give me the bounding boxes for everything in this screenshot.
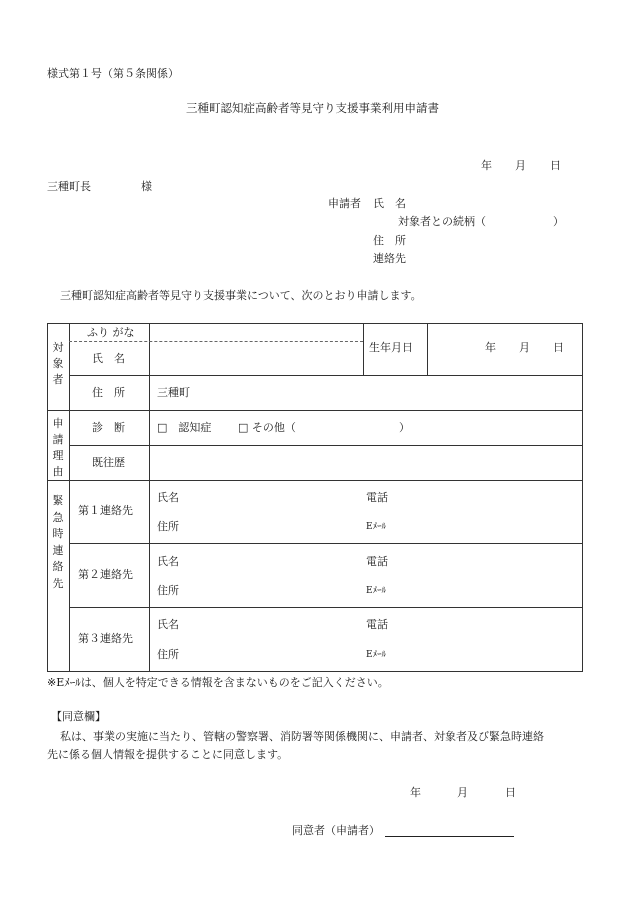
signature-line[interactable] — [385, 836, 514, 837]
applicant-relation-close: ） — [553, 215, 564, 228]
applicant-label: 申請者 — [328, 197, 361, 210]
contact-1-label: 第１連絡先 — [78, 504, 133, 517]
contact-2-email[interactable]: Eﾒｰﾙ — [366, 586, 387, 596]
history-label: 既往歴 — [92, 456, 125, 469]
option-dementia-checkbox[interactable]: □ 認知症 — [157, 421, 212, 434]
section-emergency: 緊 急 時 連 絡 先 — [52, 494, 64, 590]
page-title: 三種町認知症高齢者等見守り支援事業利用申請書 — [186, 101, 439, 115]
consent-day: 日 — [505, 786, 516, 799]
contact-2-phone[interactable]: 電話 — [366, 555, 388, 568]
subject-address-value[interactable]: 三種町 — [157, 386, 190, 399]
consent-text-line2: 先に係る個人情報を提供することに同意します。 — [47, 748, 289, 761]
furigana-label: ふり がな — [87, 326, 135, 339]
date-day: 日 — [550, 159, 561, 172]
option-other-close: ） — [399, 421, 410, 434]
contact-2-name[interactable]: 氏名 — [157, 555, 179, 568]
addressee-honorific: 様 — [141, 180, 152, 193]
contact-3-address[interactable]: 住所 — [157, 648, 179, 661]
birth-year: 年 — [485, 341, 496, 354]
consent-month: 月 — [457, 786, 468, 799]
date-month: 月 — [515, 159, 526, 172]
birth-day: 日 — [553, 341, 564, 354]
option-other-checkbox[interactable]: □ その他（ — [238, 421, 296, 434]
consent-text-line1: 私は、事業の実施に当たり、管轄の警察署、消防署等関係機関に、申請者、対象者及び緊急時連絡 — [60, 730, 544, 743]
consent-year: 年 — [410, 786, 421, 799]
email-note: ※Eﾒｰﾙは、個人を特定できる情報を含まないものをご記入ください。 — [47, 676, 389, 689]
date-year: 年 — [481, 159, 492, 172]
signer-label: 同意者（申請者） — [292, 824, 380, 837]
form-number: 様式第１号（第５条関係） — [47, 67, 179, 80]
applicant-relation-label: 対象者との続柄（ — [398, 215, 486, 228]
subject-address-label: 住 所 — [92, 386, 125, 399]
applicant-address-label: 住 所 — [373, 234, 406, 247]
furigana-field[interactable] — [151, 325, 361, 340]
contact-3-phone[interactable]: 電話 — [366, 618, 388, 631]
contact-3-label: 第３連絡先 — [78, 632, 133, 645]
subject-name-field[interactable] — [151, 343, 361, 374]
section-reason: 申 請 理 由 — [52, 417, 64, 478]
contact-3-email[interactable]: Eﾒｰﾙ — [366, 650, 387, 660]
history-field[interactable] — [151, 447, 581, 479]
contact-2-label: 第２連絡先 — [78, 568, 133, 581]
contact-1-address[interactable]: 住所 — [157, 520, 179, 533]
intro-text: 三種町認知症高齢者等見守り支援事業について、次のとおり申請します。 — [60, 289, 422, 302]
consent-heading: 【同意欄】 — [51, 710, 106, 723]
applicant-name-label: 氏 名 — [373, 197, 406, 210]
contact-3-name[interactable]: 氏名 — [157, 618, 179, 631]
contact-1-email[interactable]: Eﾒｰﾙ — [366, 522, 387, 532]
contact-1-phone[interactable]: 電話 — [366, 491, 388, 504]
applicant-contact-label: 連絡先 — [373, 252, 406, 265]
birth-month: 月 — [519, 341, 530, 354]
addressee-name: 三種町長 — [47, 180, 91, 193]
diagnosis-label: 診 断 — [92, 421, 125, 434]
subject-name-label: 氏 名 — [92, 352, 125, 365]
section-subject: 対 象 者 — [52, 341, 64, 386]
contact-2-address[interactable]: 住所 — [157, 584, 179, 597]
contact-1-name[interactable]: 氏名 — [157, 491, 179, 504]
birthdate-label: 生年月日 — [369, 341, 413, 354]
